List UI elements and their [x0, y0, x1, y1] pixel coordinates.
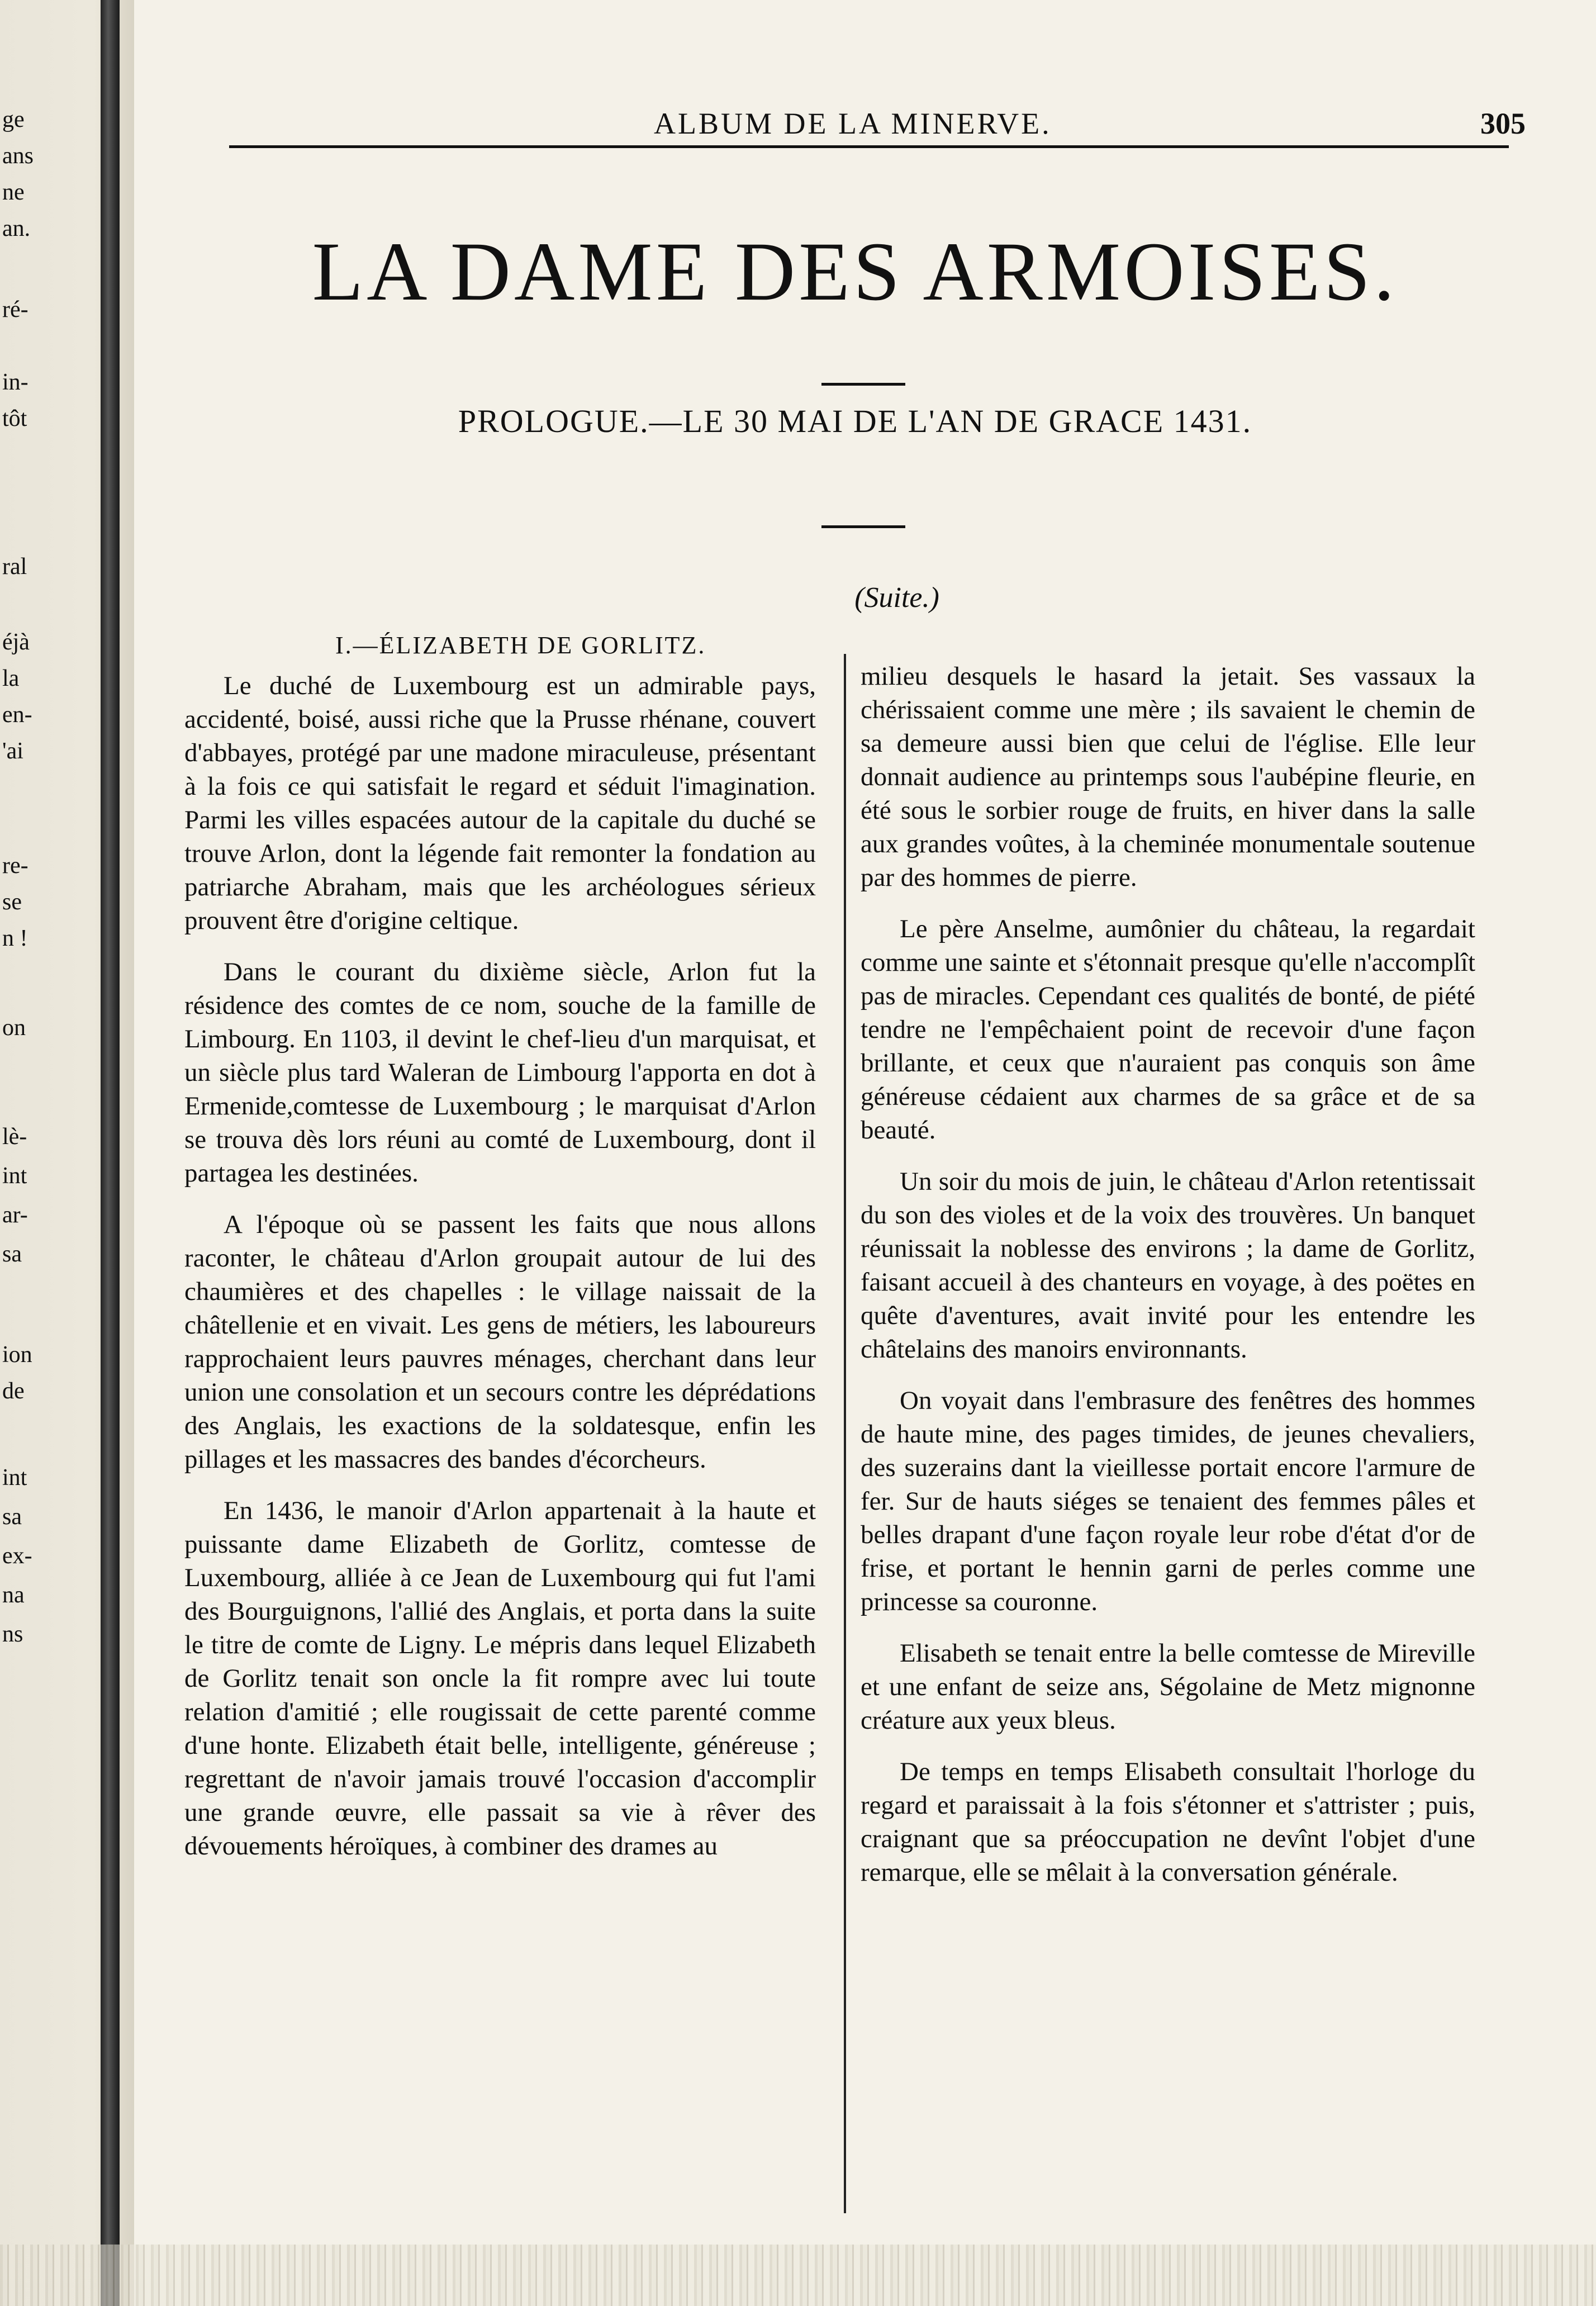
margin-fragment: n ! [2, 926, 28, 951]
header-rule [229, 145, 1509, 148]
margin-fragment: sa [2, 1241, 22, 1267]
paragraph: Le père Anselme, aumônier du château, la regardait comme une sainte et s'étonnait presque qu'elle n'accomplît pas de miracles. Cependant ces qualités de bonté, de piété tendre ne l'empêchaient point de recevoir d'une façon brillante, et ceux que n'auraient pas conquis son âme généreuse cédaient aux charmes de sa grâce et de sa beauté. [861, 914, 1475, 1145]
margin-fragment: ion [2, 1342, 32, 1368]
margin-fragment: ns [2, 1621, 23, 1647]
book-gutter-shadow [101, 0, 120, 2306]
subtitle-divider [821, 525, 905, 528]
margin-fragment: na [2, 1582, 25, 1608]
margin-fragment: in- [2, 369, 28, 395]
margin-fragment: on [2, 1015, 26, 1041]
paragraph: On voyait dans l'embrasure des fenêtres des hommes de haute mine, des pages timides, de jeunes chevaliers, des suzerains dant la vieillesse portait encore l'armure de fer. Sur de hauts siéges se tenaient des femmes pâles et belles drapant d'une façon royale leur robe d'état d'or de frise, et portant le hennin garni de perles comme une princesse sa couronne. [861, 1386, 1475, 1616]
margin-fragment: ral [2, 554, 27, 580]
margin-fragment: en- [2, 702, 32, 728]
margin-fragment: int [2, 1163, 27, 1189]
paragraph: En 1436, le manoir d'Arlon appartenait à la haute et puissante dame Elizabeth de Gorlitz, comtesse de Luxembourg, alliée à ce Jean de Luxembourg qui fut l'ami des Bourguignons, l'allié des Anglais, et porta dans la suite le titre de comte de Ligny. Le mépris dans lequel Elizabeth de Gorlitz tenait son oncle la fit rompre avec lui toute relation d'amitié ; elle rougissait de cette parenté comme d'une honte. Elizabeth était belle, intelligente, généreuse ; regrettant de n'avoir jamais trouvé l'occasion d'accomplir une grande œuvre, elle passait sa vie à rêver des dévouements héroïques, à combiner des drames au [184, 1496, 816, 1861]
paragraph: Un soir du mois de juin, le château d'Arlon retentissait du son des violes et de la voix des trouvères. Un banquet réunissait la noblesse des environs ; la dame de Gorlitz, faisant accueil à des chanteurs en voyage, à des poëtes en quête d'aventures, avait invité pour les entendre les châtelains des manoirs environnants. [861, 1167, 1475, 1364]
article-title: LA DAME DES ARMOISES. [312, 225, 1398, 318]
page [184, 101, 1526, 2236]
paragraph: De temps en temps Elisabeth consultait l'horloge du regard et paraissait à la fois s'étonner et s'attrister ; puis, craignant que sa préoccupation ne devînt l'objet d'une remarque, elle se mêlait à la conversation générale. [861, 1757, 1475, 1887]
page-number: 305 [1480, 107, 1526, 140]
scan-bottom-edge [0, 2245, 1596, 2306]
margin-fragment: ge [2, 107, 25, 132]
margin-fragment: an. [2, 216, 31, 241]
paragraph: A l'époque où se passent les faits que nous allons raconter, le château d'Arlon groupait autour de lui des chaumières et des chapelles : le village naissait de la châtellenie et en vivait. Les gens de métiers, les laboureurs rapprochaient leurs pauvres ménages, cherchant dans leur union une consolation et un secours contre les déprédations des Anglais, les exactions de la soldatesque, enfin les pillages et les massacres des bandes d'écorcheurs. [184, 1210, 816, 1474]
margin-fragment: tôt [2, 406, 27, 431]
margin-fragment: lè- [2, 1124, 27, 1150]
margin-fragment: sa [2, 1504, 22, 1530]
column-divider [844, 654, 846, 2213]
continued-label: (Suite.) [854, 582, 939, 614]
margin-fragment: la [2, 666, 20, 691]
running-header [184, 106, 1526, 156]
running-title: ALBUM DE LA MINERVE. [654, 107, 1052, 140]
paragraph: Dans le courant du dixième siècle, Arlon fut la résidence des comtes de ce nom, souche de la famille de Limbourg. En 1103, il devint le chef-lieu d'un marquisat, et un siècle plus tard Waleran de Limbourg l'apporta en dot à Ermenide,comtesse de Luxembourg ; le marquisat d'Arlon se trouva dès lors réuni au comté de Luxembourg, dont il partagea les destinées. [184, 957, 816, 1188]
right-column [861, 659, 1475, 1907]
margin-fragment: ar- [2, 1202, 28, 1228]
prologue-subtitle: PROLOGUE.—LE 30 MAI DE L'AN DE GRACE 1431. [458, 403, 1252, 439]
section-heading: I.—ÉLIZABETH DE GORLITZ. [335, 632, 706, 659]
margin-fragment: ans [2, 143, 34, 169]
margin-fragment: se [2, 889, 22, 915]
paragraph: Le duché de Luxembourg est un admirable pays, accidenté, boisé, aussi riche que la Prusse rhénane, couvert d'abbayes, protégé par une madone miraculeuse, présentant à la fois ce qui satisfait le regard et séduit l'imagination. Parmi les villes espacées autour de la capitale du duché se trouve Arlon, dont la légende fait remonter la fondation au patriarche Abraham, mais que les archéologues sérieux prouvent être d'origine celtique. [184, 671, 816, 935]
left-column [184, 629, 816, 1881]
margin-fragment: re- [2, 853, 28, 879]
margin-fragment: de [2, 1378, 25, 1404]
margin-fragment: éjà [2, 629, 30, 655]
margin-fragment: ex- [2, 1543, 32, 1569]
margin-fragment: ré- [2, 297, 28, 322]
margin-fragment: ne [2, 179, 25, 205]
paragraph-continuation: milieu desquels le hasard la jetait. Ses vassaux la chérissaient comme une mère ; ils savaient le chemin de sa demeure aussi bien que celui de l'église. Elle leur donnait audience au printemps sous l'aubépine fleurie, en été sous le sorbier rouge de fruits, en hiver dans la salle aux grandes voûtes, à la cheminée monumentale soutenue par des hommes de pierre. [861, 662, 1475, 892]
paragraph: Elisabeth se tenait entre la belle comtesse de Mireville et une enfant de seize ans, Ségolaine de Metz mignonne créature aux yeux bleus. [861, 1639, 1475, 1735]
margin-fragment: 'ai [2, 738, 23, 764]
title-divider [821, 383, 905, 386]
margin-fragment: int [2, 1465, 27, 1491]
